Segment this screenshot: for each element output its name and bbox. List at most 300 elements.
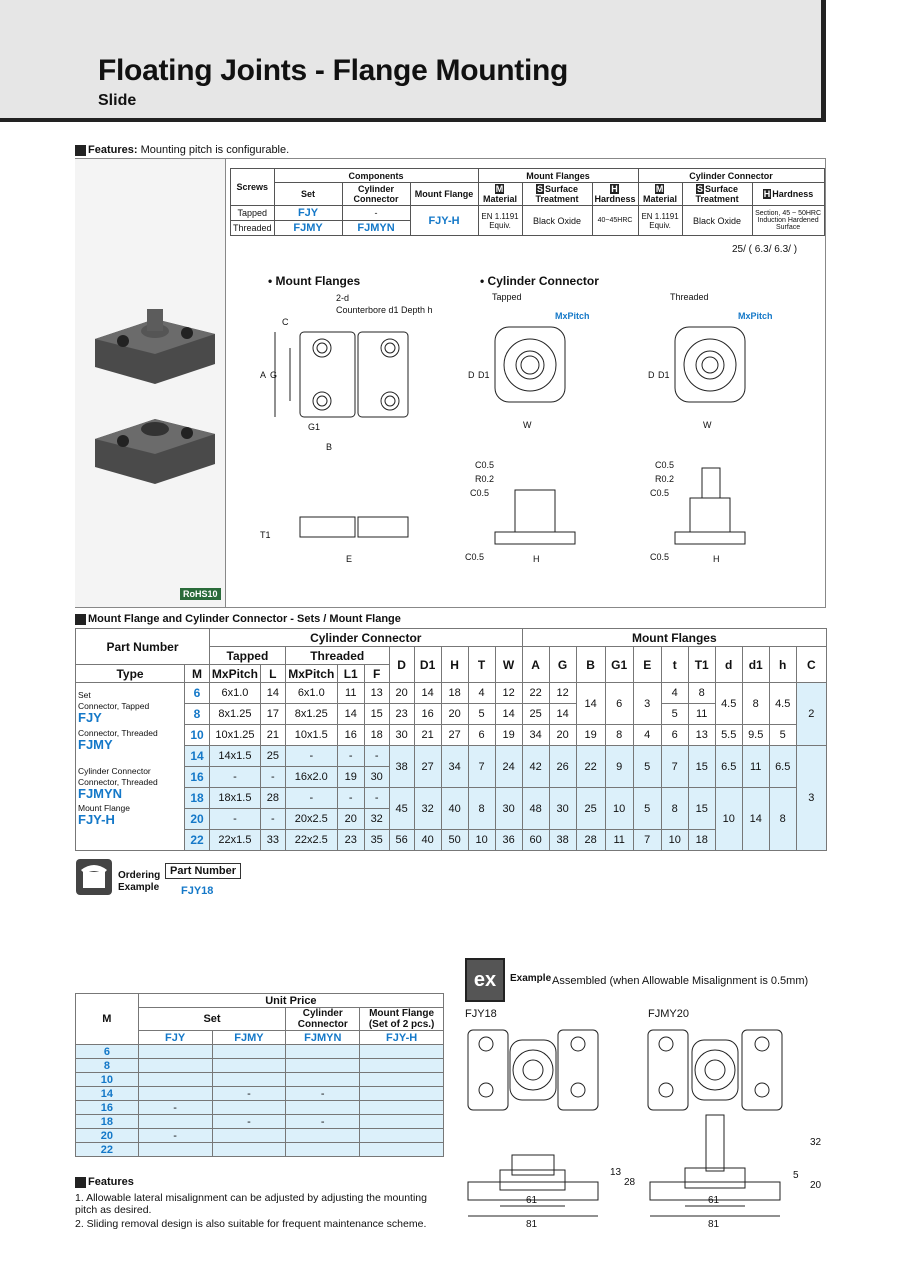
cell: 30 (495, 788, 522, 830)
mat2: EN 1.1191 Equiv. (638, 206, 682, 236)
price-row (76, 1059, 444, 1073)
product-photo (75, 159, 226, 607)
svg-text:C0.5: C0.5 (475, 460, 495, 470)
cell: 19 (337, 767, 364, 788)
cell: 28 (576, 830, 605, 851)
svg-text:C0.5: C0.5 (470, 488, 490, 498)
price-hdr-unit: Unit Price (138, 994, 443, 1008)
svg-text:B: B (326, 442, 333, 452)
price-m-cell: 22 (76, 1143, 139, 1157)
price-m-cell: 6 (76, 1045, 139, 1059)
cylinder-connector-label: • Cylinder Connector (480, 274, 599, 288)
svg-text:C0.5: C0.5 (465, 552, 485, 562)
cell: 5 (633, 788, 661, 830)
dim-28: 28 (624, 1177, 636, 1188)
cell: 50 (441, 830, 468, 851)
hdr-f: F (364, 665, 389, 683)
price-code: FJMYN (286, 1031, 360, 1045)
cell: - (364, 788, 389, 809)
cell: 18 (364, 725, 389, 746)
price-cell (138, 1045, 212, 1059)
hdr-threaded: Threaded (285, 647, 389, 665)
cell: 13 (364, 683, 389, 704)
cell: 33 (260, 830, 285, 851)
svg-text:D1: D1 (478, 370, 490, 380)
hdr-cylinder-connector: Cylinder Connector (638, 169, 824, 183)
price-row (76, 1101, 444, 1115)
price-cell (286, 1059, 360, 1073)
cell: - (209, 767, 260, 788)
hdr-H: H (441, 647, 468, 683)
cell: 3 (796, 746, 826, 851)
price-cell (212, 1073, 286, 1087)
price-hdr-set: Set (138, 1008, 286, 1031)
surface-label-2: Surface Treatment (695, 184, 739, 204)
cell: 18 (688, 830, 715, 851)
hdr-l1: L1 (337, 665, 364, 683)
cell: 6x1.0 (209, 683, 260, 704)
price-cell (138, 1115, 212, 1129)
example-text: Assembled (when Allowable Misalignment is 0.5mm) (552, 975, 809, 987)
cell: 16x2.0 (285, 767, 337, 788)
cell: - (285, 746, 337, 767)
mxpitch-label-2: MxPitch (738, 311, 773, 321)
hdr-h: h (769, 647, 796, 683)
counterbore-label: Counterbore d1 Depth h (336, 305, 433, 315)
price-cell (360, 1115, 444, 1129)
price-row (76, 1115, 444, 1129)
cell: 23 (337, 830, 364, 851)
cell: 34 (441, 746, 468, 788)
example-right-label: FJMY20 (648, 1008, 689, 1020)
price-cell (138, 1073, 212, 1087)
hdr-tapped: Tapped (209, 647, 285, 665)
cell: 40 (414, 830, 441, 851)
price-cell (360, 1087, 444, 1101)
cell: 38 (549, 830, 576, 851)
price-code: FJY (138, 1031, 212, 1045)
price-cell (286, 1101, 360, 1115)
code-fjmyn: FJMYN (342, 221, 410, 236)
type-line: Mount Flange (78, 803, 130, 813)
cell: 27 (441, 725, 468, 746)
dim-13: 13 (610, 1167, 622, 1178)
page-title: Floating Joints - Flange Mounting (98, 54, 569, 87)
hardness-label-2: Hardness (772, 189, 814, 199)
cell: 30 (389, 725, 414, 746)
features-text: Mounting pitch is configurable. (140, 144, 290, 156)
surface-label: Surface Treatment (535, 184, 579, 204)
cell: 20x2.5 (285, 809, 337, 830)
chip-h: H (611, 184, 618, 194)
price-cell: - (212, 1087, 286, 1101)
cell: 8x1.25 (285, 704, 337, 725)
cell: 4 (468, 683, 495, 704)
rohs-badge: RoHS10 (180, 588, 221, 600)
svg-text:C: C (282, 317, 289, 327)
hdr-mount-flanges: Mount Flanges (478, 169, 638, 183)
cell: 14 (337, 704, 364, 725)
hdr-cyl-conn: Cylinder Connector (342, 183, 410, 206)
svg-text:C0.5: C0.5 (655, 460, 675, 470)
cell: 21 (414, 725, 441, 746)
type-line: Cylinder Connector (78, 766, 151, 776)
price-cell: - (286, 1115, 360, 1129)
cell: 19 (576, 725, 605, 746)
svg-text:E: E (346, 554, 353, 564)
row-threaded: Threaded (231, 221, 275, 236)
price-m-cell: 14 (76, 1087, 139, 1101)
cell: 34 (522, 725, 549, 746)
cell: 3 (633, 683, 661, 725)
cell: 4.5 (769, 683, 796, 725)
cell: 60 (522, 830, 549, 851)
price-hdr-cyl: Cylinder Connector (286, 1008, 360, 1031)
cell: 7 (661, 746, 688, 788)
hdr-C: C (796, 647, 826, 683)
price-row (76, 1143, 444, 1157)
cell: 20 (549, 725, 576, 746)
cell: 32 (364, 809, 389, 830)
price-cell (212, 1129, 286, 1143)
main-section-title: Mount Flange and Cylinder Connector - Sets / Mount Flange (88, 613, 401, 625)
hdr-mxpitch-2: MxPitch (285, 665, 337, 683)
cell: 15 (688, 746, 715, 788)
svg-text:W: W (703, 420, 712, 430)
cell: 14 (260, 683, 285, 704)
code-fjyh: FJY-H (410, 206, 478, 236)
cell: 25 (522, 704, 549, 725)
cell: 10 (661, 830, 688, 851)
hdr-hardness (592, 183, 638, 206)
price-row (76, 1045, 444, 1059)
dim-5: 5 (793, 1170, 799, 1181)
example-badge-icon: ex (465, 958, 505, 1002)
cell: 11 (742, 746, 769, 788)
type-line: Set (78, 690, 91, 700)
cell: 25 (576, 788, 605, 830)
cell: 6.5 (715, 746, 742, 788)
price-hdr-mount: Mount Flange (Set of 2 pcs.) (360, 1008, 444, 1031)
cell: 17 (260, 704, 285, 725)
cell: 4 (633, 725, 661, 746)
features-heading (75, 144, 289, 156)
svg-text:G1: G1 (308, 422, 321, 432)
surf1: Black Oxide (522, 206, 592, 236)
svg-text:C0.5: C0.5 (650, 552, 670, 562)
cell: 13 (688, 725, 715, 746)
cell: - (337, 788, 364, 809)
cell: 16 (414, 704, 441, 725)
page-subtitle: Slide (98, 92, 137, 109)
main-section-heading (75, 613, 401, 625)
price-cell (360, 1073, 444, 1087)
chip-h-2: H (763, 189, 771, 199)
example-label: Example (118, 882, 160, 893)
features-title: Features (88, 1176, 134, 1188)
cell: 48 (522, 788, 549, 830)
svg-text:C0.5: C0.5 (650, 488, 670, 498)
hard2: Section, 45 ~ 50HRC Induction Hardened Surface (752, 206, 824, 236)
hdr-part-number: Part Number (76, 629, 210, 665)
cell: 12 (549, 683, 576, 704)
code-fjmy: FJMY (274, 221, 342, 236)
cell: - (260, 809, 285, 830)
hdr-cylinder-connector-main: Cylinder Connector (209, 629, 522, 647)
hdr-W: W (495, 647, 522, 683)
cell: 18 (441, 683, 468, 704)
cell: 9 (605, 746, 633, 788)
mat1: EN 1.1191 Equiv. (478, 206, 522, 236)
material-label: Material (483, 194, 518, 204)
tapped-label: Tapped (492, 292, 522, 302)
dim-61-left: 61 (526, 1195, 538, 1206)
hdr-surface (522, 183, 592, 206)
spec-table (230, 168, 825, 236)
features-title-row (75, 1176, 430, 1188)
cell: 6x1.0 (285, 683, 337, 704)
phone-icon (75, 858, 113, 896)
features-section (75, 1176, 430, 1230)
cell: 22x2.5 (285, 830, 337, 851)
svg-text:H: H (533, 554, 540, 564)
cell-m: 10 (185, 725, 210, 746)
cell: 5 (661, 704, 688, 725)
feature-item: 2. Sliding removal design is also suitable for frequent maintenance scheme. (75, 1218, 427, 1230)
cell: 14 (414, 683, 441, 704)
hdr-surface-2 (682, 183, 752, 206)
price-row (76, 1129, 444, 1143)
roughness-note: 25/ ( 6.3/ 6.3/ ) (732, 244, 798, 255)
cell: 22x1.5 (209, 830, 260, 851)
price-cell (360, 1045, 444, 1059)
cell: 5 (468, 704, 495, 725)
cell: 4 (661, 683, 688, 704)
threaded-label: Threaded (670, 292, 709, 302)
type-line: Connector, Threaded (78, 728, 158, 738)
cell: 15 (364, 704, 389, 725)
product-image-icon (75, 159, 225, 599)
price-m-cell: 8 (76, 1059, 139, 1073)
price-cell (212, 1045, 286, 1059)
price-cell (212, 1101, 286, 1115)
cell: - (260, 767, 285, 788)
hdr-D1: D1 (414, 647, 441, 683)
cell: 11 (688, 704, 715, 725)
part-number-value: FJY18 (181, 885, 214, 897)
cell: 8 (661, 788, 688, 830)
price-cell (286, 1129, 360, 1143)
cell-m: 8 (185, 704, 210, 725)
price-cell: - (212, 1115, 286, 1129)
cell-m: 16 (185, 767, 210, 788)
price-code: FJMY (212, 1031, 286, 1045)
example-label-text: Example (510, 973, 552, 984)
cell: 14 (742, 788, 769, 851)
price-m-cell: 10 (76, 1073, 139, 1087)
price-m-cell: 20 (76, 1129, 139, 1143)
cell: 20 (337, 809, 364, 830)
chip-m-2: M (655, 184, 664, 194)
svg-text:A: A (260, 370, 267, 380)
hdr-G: G (549, 647, 576, 683)
type-line: Connector, Threaded (78, 777, 158, 787)
cell: 8x1.25 (209, 704, 260, 725)
price-cell (138, 1087, 212, 1101)
hdr-type: Type (76, 665, 185, 683)
cell: 10 (715, 788, 742, 851)
cell: 27 (414, 746, 441, 788)
cell: 14 (549, 704, 576, 725)
svg-text:H: H (713, 554, 720, 564)
hdr-E: E (633, 647, 661, 683)
svg-text:D: D (648, 370, 655, 380)
cell: 42 (522, 746, 549, 788)
cell: 6 (605, 683, 633, 725)
cell-m: 20 (185, 809, 210, 830)
type-code-fjyh: FJY-H (78, 812, 115, 827)
cell-m: 18 (185, 788, 210, 809)
ordering-label: Ordering (118, 870, 161, 881)
dim-81-left: 81 (526, 1219, 538, 1230)
cell: 30 (549, 788, 576, 830)
svg-text:D1: D1 (658, 370, 670, 380)
cell: 20 (389, 683, 414, 704)
cell-m: 6 (185, 683, 210, 704)
hdr-t: t (661, 647, 688, 683)
code-dash: - (342, 206, 410, 221)
price-cell (212, 1143, 286, 1157)
type-code-fjmyn: FJMYN (78, 786, 123, 801)
price-cell: - (138, 1101, 212, 1115)
example-left-label: FJY18 (465, 1008, 497, 1020)
two-d-label: 2-d (336, 293, 350, 303)
hdr-hardness-2 (752, 183, 824, 206)
price-cell: - (138, 1129, 212, 1143)
section-marker-icon (75, 145, 86, 156)
cell: 23 (389, 704, 414, 725)
type-code-fjy: FJY (78, 710, 102, 725)
cell: 9.5 (742, 725, 769, 746)
type-code-fjmy: FJMY (78, 737, 113, 752)
hardness-label: Hardness (594, 194, 636, 204)
cell: 8 (605, 725, 633, 746)
cell: 56 (389, 830, 414, 851)
price-cell: - (286, 1087, 360, 1101)
price-cell (360, 1059, 444, 1073)
price-cell (212, 1059, 286, 1073)
cell: 22 (576, 746, 605, 788)
chip-s: S (537, 184, 544, 194)
price-cell (138, 1143, 212, 1157)
hdr-mount-flanges-main: Mount Flanges (522, 629, 826, 647)
cell: 8 (468, 788, 495, 830)
page-header (0, 0, 826, 122)
svg-text:W: W (523, 420, 532, 430)
price-cell (286, 1143, 360, 1157)
cell: 10x1.25 (209, 725, 260, 746)
cell: 8 (688, 683, 715, 704)
cell: 24 (495, 746, 522, 788)
chip-s-2: S (697, 184, 704, 194)
dim-61-right: 61 (708, 1195, 720, 1206)
dim-20: 20 (810, 1180, 822, 1191)
cell-m: 14 (185, 746, 210, 767)
cell: 10x1.5 (285, 725, 337, 746)
cell: 36 (495, 830, 522, 851)
price-row (76, 1087, 444, 1101)
hdr-d: d (715, 647, 742, 683)
part-number-box: Part Number (165, 863, 241, 879)
hdr-material (478, 183, 522, 206)
hdr-B: B (576, 647, 605, 683)
cell: 14x1.5 (209, 746, 260, 767)
cell: 11 (605, 830, 633, 851)
cell: 22 (522, 683, 549, 704)
cell: 40 (441, 788, 468, 830)
cell: 8 (742, 683, 769, 725)
cell: 7 (468, 746, 495, 788)
cell: - (364, 746, 389, 767)
code-fjy: FJY (274, 206, 342, 221)
cell: - (337, 746, 364, 767)
price-code: FJY-H (360, 1031, 444, 1045)
hdr-G1: G1 (605, 647, 633, 683)
cell: 10 (605, 788, 633, 830)
cell: 8 (769, 788, 796, 851)
cell: 21 (260, 725, 285, 746)
surf2: Black Oxide (682, 206, 752, 236)
hdr-T1: T1 (688, 647, 715, 683)
price-cell (286, 1073, 360, 1087)
svg-text:T1: T1 (260, 530, 271, 540)
section-marker-icon-2 (75, 614, 86, 625)
cell: 6.5 (769, 746, 796, 788)
cell: 20 (441, 704, 468, 725)
price-m-cell: 16 (76, 1101, 139, 1115)
cell: 12 (495, 683, 522, 704)
cell: 14 (495, 704, 522, 725)
cell: 30 (364, 767, 389, 788)
cell: 7 (633, 830, 661, 851)
price-cell (360, 1143, 444, 1157)
cell: - (285, 788, 337, 809)
mount-flanges-label: • Mount Flanges (268, 274, 361, 288)
svg-text:G: G (270, 370, 278, 380)
price-cell (360, 1101, 444, 1115)
cell: 19 (495, 725, 522, 746)
mxpitch-label-1: MxPitch (555, 311, 590, 321)
svg-text:R0.2: R0.2 (655, 474, 675, 484)
cell: 32 (414, 788, 441, 830)
hdr-mount-flange: Mount Flange (410, 183, 478, 206)
cell: 38 (389, 746, 414, 788)
hdr-m: M (185, 665, 210, 683)
hdr-d1: d1 (742, 647, 769, 683)
price-m-cell: 18 (76, 1115, 139, 1129)
svg-text:D: D (468, 370, 475, 380)
dim-32: 32 (810, 1137, 822, 1148)
svg-text:R0.2: R0.2 (475, 474, 495, 484)
chip-m: M (495, 184, 504, 194)
hdr-components: Components (274, 169, 478, 183)
cell: 45 (389, 788, 414, 830)
cell: 35 (364, 830, 389, 851)
price-row (76, 1073, 444, 1087)
cell: 10 (468, 830, 495, 851)
cell: 6 (468, 725, 495, 746)
material-label-2: Material (643, 194, 678, 204)
